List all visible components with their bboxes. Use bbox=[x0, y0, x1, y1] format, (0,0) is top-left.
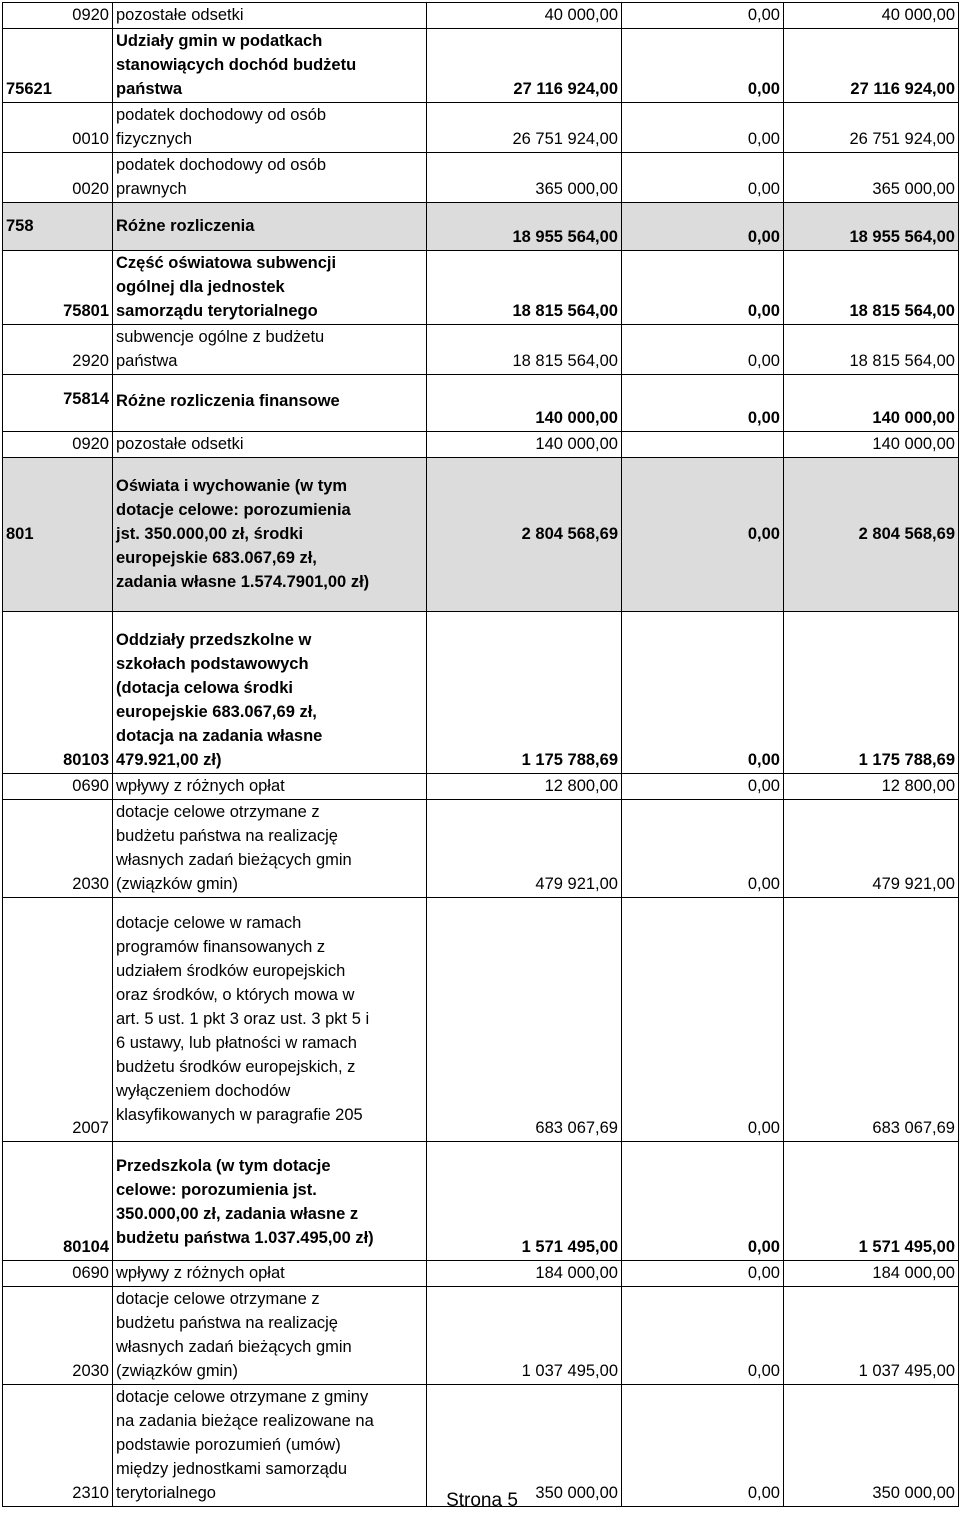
row-name: subwencje ogólne z budżetu państwa bbox=[113, 325, 427, 375]
row-value-change: 0,00 bbox=[622, 203, 784, 251]
row-value-after: 18 815 564,00 bbox=[784, 325, 959, 375]
row-code: 758 bbox=[3, 203, 113, 251]
row-value-after: 27 116 924,00 bbox=[784, 29, 959, 103]
row-value-after: 184 000,00 bbox=[784, 1261, 959, 1287]
row-value-plan: 26 751 924,00 bbox=[427, 103, 622, 153]
table-row bbox=[3, 1142, 959, 1261]
row-name: Przedszkola (w tym dotacje celowe: porozumienia jst. 350.000,00 zł, zadania własne z budżetu państwa 1.037.495,00 zł) bbox=[113, 1142, 427, 1261]
row-code: 0920 bbox=[3, 432, 113, 458]
row-value-after: 40 000,00 bbox=[784, 3, 959, 29]
row-value-after: 350 000,00 bbox=[784, 1385, 959, 1507]
row-name: podatek dochodowy od osób prawnych bbox=[113, 153, 427, 203]
row-value-change: 0,00 bbox=[622, 898, 784, 1142]
row-code: 2007 bbox=[3, 898, 113, 1142]
row-value-after: 140 000,00 bbox=[784, 375, 959, 432]
row-value-after: 12 800,00 bbox=[784, 774, 959, 800]
row-code: 80103 bbox=[3, 612, 113, 774]
table-row bbox=[3, 103, 959, 153]
row-name: dotacje celowe otrzymane z budżetu państwa na realizację własnych zadań bieżących gmin (związków gmin) bbox=[113, 800, 427, 898]
row-value-plan: 683 067,69 bbox=[427, 898, 622, 1142]
row-code: 2030 bbox=[3, 800, 113, 898]
row-name: wpływy z różnych opłat bbox=[113, 774, 427, 800]
row-value-plan: 27 116 924,00 bbox=[427, 29, 622, 103]
table-row bbox=[3, 153, 959, 203]
row-code: 75621 bbox=[3, 29, 113, 103]
row-value-plan: 365 000,00 bbox=[427, 153, 622, 203]
row-name: dotacje celowe w ramach programów finansowanych z udziałem środków europejskich oraz środków, o których mowa w art. 5 ust. 1 pkt 3 oraz ust. 3 pkt 5 i 6 ustawy, lub płatności w ramach budżetu środków europejskich, z wyłączeniem dochodów klasyfikowanych w paragrafie 205 bbox=[113, 898, 427, 1142]
page-number: Strona 5 bbox=[446, 1490, 518, 1511]
row-value-change bbox=[622, 432, 784, 458]
row-value-change: 0,00 bbox=[622, 1287, 784, 1385]
row-value-plan: 1 037 495,00 bbox=[427, 1287, 622, 1385]
row-value-after: 140 000,00 bbox=[784, 432, 959, 458]
row-name: dotacje celowe otrzymane z budżetu państwa na realizację własnych zadań bieżących gmin (związków gmin) bbox=[113, 1287, 427, 1385]
row-value-plan: 1 175 788,69 bbox=[427, 612, 622, 774]
row-code: 80104 bbox=[3, 1142, 113, 1261]
row-value-plan: 479 921,00 bbox=[427, 800, 622, 898]
row-value-after: 1 037 495,00 bbox=[784, 1287, 959, 1385]
row-value-plan: 184 000,00 bbox=[427, 1261, 622, 1287]
row-value-change: 0,00 bbox=[622, 153, 784, 203]
row-name: Różne rozliczenia bbox=[113, 203, 427, 251]
row-value-plan: 18 955 564,00 bbox=[427, 203, 622, 251]
row-value-change: 0,00 bbox=[622, 325, 784, 375]
row-code: 0690 bbox=[3, 1261, 113, 1287]
row-code: 2920 bbox=[3, 325, 113, 375]
row-value-change: 0,00 bbox=[622, 251, 784, 325]
table-row bbox=[3, 203, 959, 251]
row-value-after: 26 751 924,00 bbox=[784, 103, 959, 153]
row-name: Oddziały przedszkolne w szkołach podstawowych (dotacja celowa środki europejskie 683.067,69 zł, dotacja na zadania własne 479.921,00 zł) bbox=[113, 612, 427, 774]
row-value-plan: 12 800,00 bbox=[427, 774, 622, 800]
table-row bbox=[3, 251, 959, 325]
row-name: dotacje celowe otrzymane z gminy na zadania bieżące realizowane na podstawie porozumień (umów) między jednostkami samorządu terytorialnego bbox=[113, 1385, 427, 1507]
row-value-change: 0,00 bbox=[622, 375, 784, 432]
row-value-plan: 350 000,00 bbox=[427, 1385, 622, 1507]
row-value-change: 0,00 bbox=[622, 774, 784, 800]
row-value-change: 0,00 bbox=[622, 1385, 784, 1507]
row-value-plan: 18 815 564,00 bbox=[427, 325, 622, 375]
row-name: Różne rozliczenia finansowe bbox=[113, 375, 427, 432]
row-value-change: 0,00 bbox=[622, 612, 784, 774]
row-value-after: 1 175 788,69 bbox=[784, 612, 959, 774]
row-value-change: 0,00 bbox=[622, 3, 784, 29]
row-value-change: 0,00 bbox=[622, 800, 784, 898]
table-row bbox=[3, 800, 959, 898]
row-value-after: 479 921,00 bbox=[784, 800, 959, 898]
row-code: 0020 bbox=[3, 153, 113, 203]
row-code: 75801 bbox=[3, 251, 113, 325]
table-row bbox=[3, 1261, 959, 1287]
row-value-change: 0,00 bbox=[622, 1261, 784, 1287]
row-value-change: 0,00 bbox=[622, 1142, 784, 1261]
row-code: 2310 bbox=[3, 1385, 113, 1507]
row-value-plan: 140 000,00 bbox=[427, 432, 622, 458]
row-name: Udziały gmin w podatkach stanowiących dochód budżetu państwa bbox=[113, 29, 427, 103]
row-name: Część oświatowa subwencji ogólnej dla jednostek samorządu terytorialnego bbox=[113, 251, 427, 325]
table-row bbox=[3, 432, 959, 458]
table-row bbox=[3, 612, 959, 774]
row-code: 0920 bbox=[3, 3, 113, 29]
table-row bbox=[3, 1287, 959, 1385]
row-code: 801 bbox=[3, 458, 113, 612]
row-code: 0010 bbox=[3, 103, 113, 153]
row-value-after: 18 815 564,00 bbox=[784, 251, 959, 325]
row-code: 75814 bbox=[3, 375, 113, 432]
row-value-change: 0,00 bbox=[622, 458, 784, 612]
row-name: pozostałe odsetki bbox=[113, 432, 427, 458]
table-row bbox=[3, 1385, 959, 1507]
table-row bbox=[3, 898, 959, 1142]
table-row bbox=[3, 3, 959, 29]
table-row bbox=[3, 375, 959, 432]
row-code: 0690 bbox=[3, 774, 113, 800]
row-value-plan: 2 804 568,69 bbox=[427, 458, 622, 612]
row-value-change: 0,00 bbox=[622, 103, 784, 153]
row-value-plan: 140 000,00 bbox=[427, 375, 622, 432]
table-row bbox=[3, 458, 959, 612]
row-value-change: 0,00 bbox=[622, 29, 784, 103]
table-row bbox=[3, 774, 959, 800]
row-name: wpływy z różnych opłat bbox=[113, 1261, 427, 1287]
row-value-plan: 18 815 564,00 bbox=[427, 251, 622, 325]
row-value-after: 365 000,00 bbox=[784, 153, 959, 203]
table-row bbox=[3, 325, 959, 375]
table-row bbox=[3, 29, 959, 103]
row-name: podatek dochodowy od osób fizycznych bbox=[113, 103, 427, 153]
row-name: pozostałe odsetki bbox=[113, 3, 427, 29]
row-value-after: 18 955 564,00 bbox=[784, 203, 959, 251]
row-code: 2030 bbox=[3, 1287, 113, 1385]
row-value-plan: 1 571 495,00 bbox=[427, 1142, 622, 1261]
row-value-after: 1 571 495,00 bbox=[784, 1142, 959, 1261]
row-value-plan: 40 000,00 bbox=[427, 3, 622, 29]
row-name: Oświata i wychowanie (w tym dotacje celowe: porozumienia jst. 350.000,00 zł, środki europejskie 683.067,69 zł, zadania własne 1.574.7901,00 zł) bbox=[113, 458, 427, 612]
budget-table bbox=[2, 2, 959, 1507]
row-value-after: 2 804 568,69 bbox=[784, 458, 959, 612]
row-value-after: 683 067,69 bbox=[784, 898, 959, 1142]
